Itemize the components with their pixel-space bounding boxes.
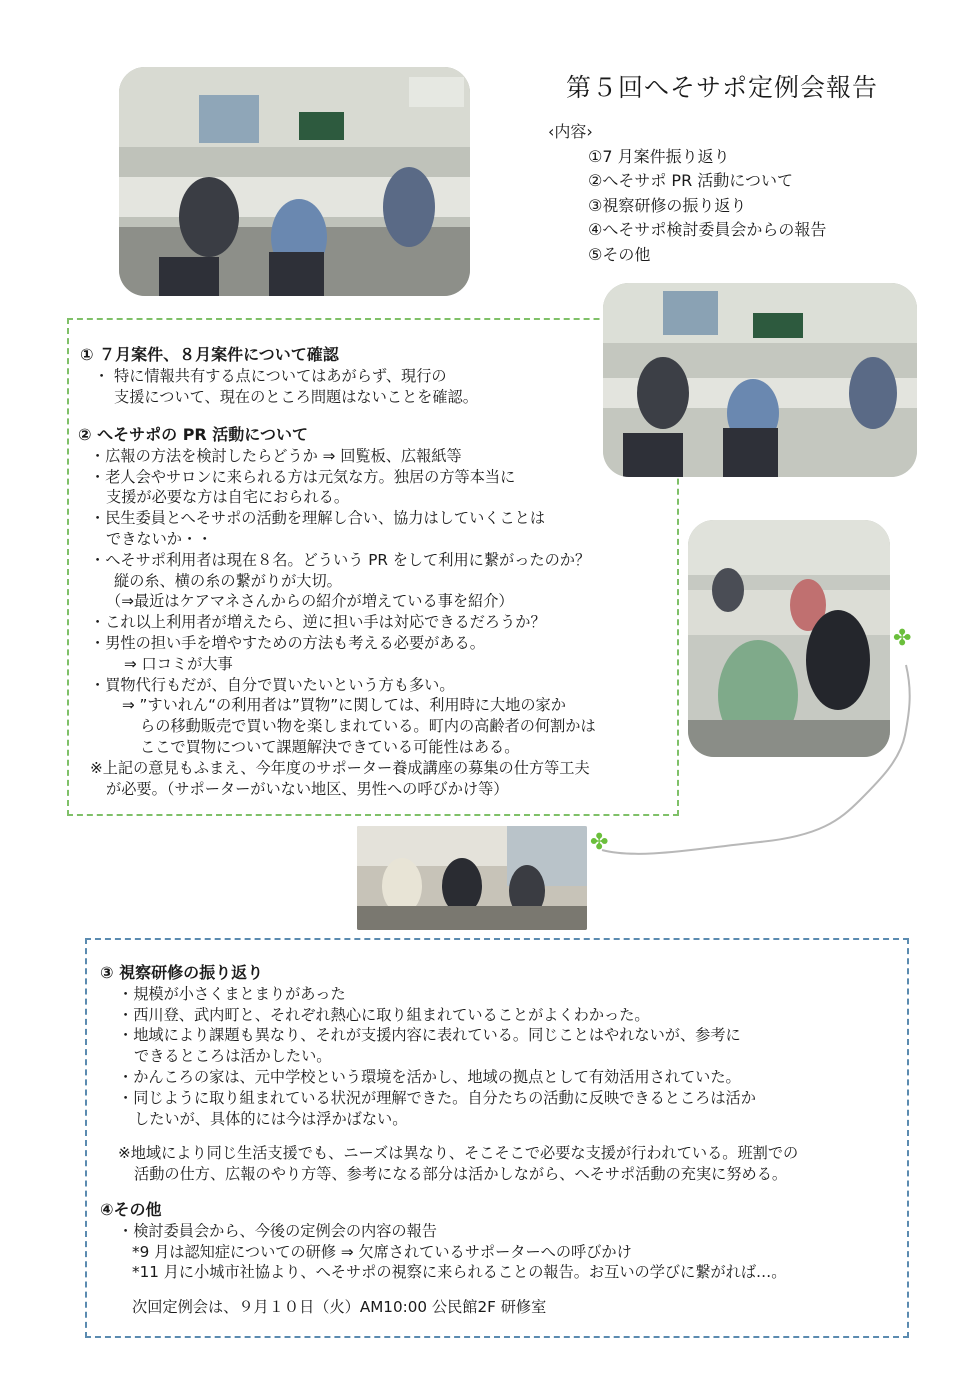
section-4-line: ・検討委員会から、今後の定例会の内容の報告	[118, 1221, 437, 1240]
section-2-line: できないか・・	[106, 529, 213, 548]
section-3	[100, 963, 798, 1185]
clover-icon: ✤	[590, 830, 609, 855]
section-1-heading: ① ７月案件、８月案件について確認	[80, 345, 339, 364]
meeting-photo-2	[603, 283, 917, 477]
section-1-line: 支援について、現在のところ問題はないことを確認。	[114, 387, 478, 406]
section-2-line: ここで買物について課題解決できている可能性はある。	[140, 737, 520, 756]
section-2-line: ・広報の方法を検討したらどうか ⇒ 回覧板、広報紙等	[90, 446, 462, 465]
agenda-item: ②へそサポ PR 活動について	[588, 171, 793, 190]
page-title: 第５回へそサポ定例会報告	[566, 73, 879, 102]
meeting-photo-3	[688, 520, 890, 757]
section-2-line: 縦の糸、横の糸の繋がりが大切。	[114, 571, 342, 590]
section-3-line: ・規模が小さくまとまりがあった	[118, 984, 346, 1003]
section-3-line: できるところは活かしたい。	[134, 1047, 332, 1066]
agenda-heading: ‹内容›	[548, 122, 593, 141]
clover-icon: ✤	[893, 626, 912, 651]
section-3-line: したいが、具体的には今は浮かばない。	[134, 1109, 408, 1128]
section-1	[80, 345, 478, 407]
section-2-line: ⇒ ”すいれん“の利用者は”買物”に関しては、利用時に大地の家か	[122, 696, 566, 715]
agenda	[548, 120, 826, 267]
section-3-summary: 活動の仕方、広報のやり方等、参考になる部分は活かしながら、へそサポ活動の充実に努める。	[134, 1165, 788, 1184]
section-2-line: （⇒最近はケアマネさんからの紹介が増えている事を紹介）	[106, 592, 514, 611]
agenda-item: ⑤その他	[588, 244, 651, 264]
agenda-item: ①7 月案件振り返り	[588, 146, 730, 166]
section-3-heading: ③ 視察研修の振り返り	[100, 963, 264, 982]
meeting-photo-1	[119, 67, 470, 296]
agenda-item: ④へそサポ検討委員会からの報告	[588, 220, 827, 239]
section-3-summary: ※地域により同じ生活支援でも、ニーズは異なり、そこそこで必要な支援が行われている。班割での	[118, 1144, 799, 1163]
section-2-line: ・民生委員とへそサポの活動を理解し合い、協力はしていくことは	[90, 509, 546, 528]
section-3-line: ・西川登、武内町と、それぞれ熱心に取り組まれていることがよくわかった。	[118, 1005, 650, 1024]
section-3-line: ・同じように取り組まれている状況が理解できた。自分たちの活動に反映できるところは活か	[118, 1088, 756, 1107]
section-2-line: ・買物代行もだが、自分で買いたいという方も多い。	[90, 675, 455, 694]
next-meeting-notice: 次回定例会は、９月１０日（火）AM10:00 公民館2F 研修室	[132, 1298, 547, 1317]
section-2	[78, 425, 596, 799]
section-1-line: ・ 特に情報共有する点についてはあがらず、現行の	[94, 366, 447, 385]
agenda-item: ③視察研修の振り返り	[588, 195, 747, 215]
section-3-line: ・かんころの家は、元中学校という環境を活かし、地域の拠点として有効活用されていた。	[118, 1067, 741, 1086]
section-4-line: *9 月は認知症についての研修 ⇒ 欠席されているサポーターへの呼びかけ	[132, 1242, 632, 1261]
section-2-line: ・男性の担い手を増やすための方法も考える必要がある。	[90, 633, 485, 652]
section-4	[100, 1200, 786, 1318]
section-4-line: *11 月に小城市社協より、へそサポの視察に来られることの報告。お互いの学びに繋がれば…。	[132, 1263, 787, 1282]
section-2-line: が必要。（サポーターがいない地区、男性への呼びかけ等）	[106, 779, 509, 798]
section-2-line: ・これ以上利用者が増えたら、逆に担い手は対応できるだろうか？	[90, 613, 546, 632]
section-2-line: ⇒ 口コミが大事	[124, 654, 233, 673]
section-2-line: 支援が必要な方は自宅におられる。	[106, 488, 349, 507]
section-2-heading: ② へそサポの PR 活動について	[78, 425, 308, 444]
section-2-line: らの移動販売で買い物を楽しまれている。町内の高齢者の何割かは	[140, 717, 596, 736]
section-2-line: ※上記の意見もふまえ、今年度のサポーター養成講座の募集の仕方等工夫	[90, 758, 590, 777]
section-3-line: ・地域により課題も異なり、それが支援内容に表れている。同じことはやれないが、参考に	[118, 1026, 741, 1045]
meeting-photo-4	[357, 826, 587, 930]
section-2-line: ・へそサポ利用者は現在８名。どういう PR をして利用に繋がったのか？	[90, 550, 591, 569]
section-2-line: ・老人会やサロンに来られる方は元気な方。独居の方等本当に	[90, 467, 516, 486]
section-4-heading: ④その他	[100, 1200, 162, 1219]
